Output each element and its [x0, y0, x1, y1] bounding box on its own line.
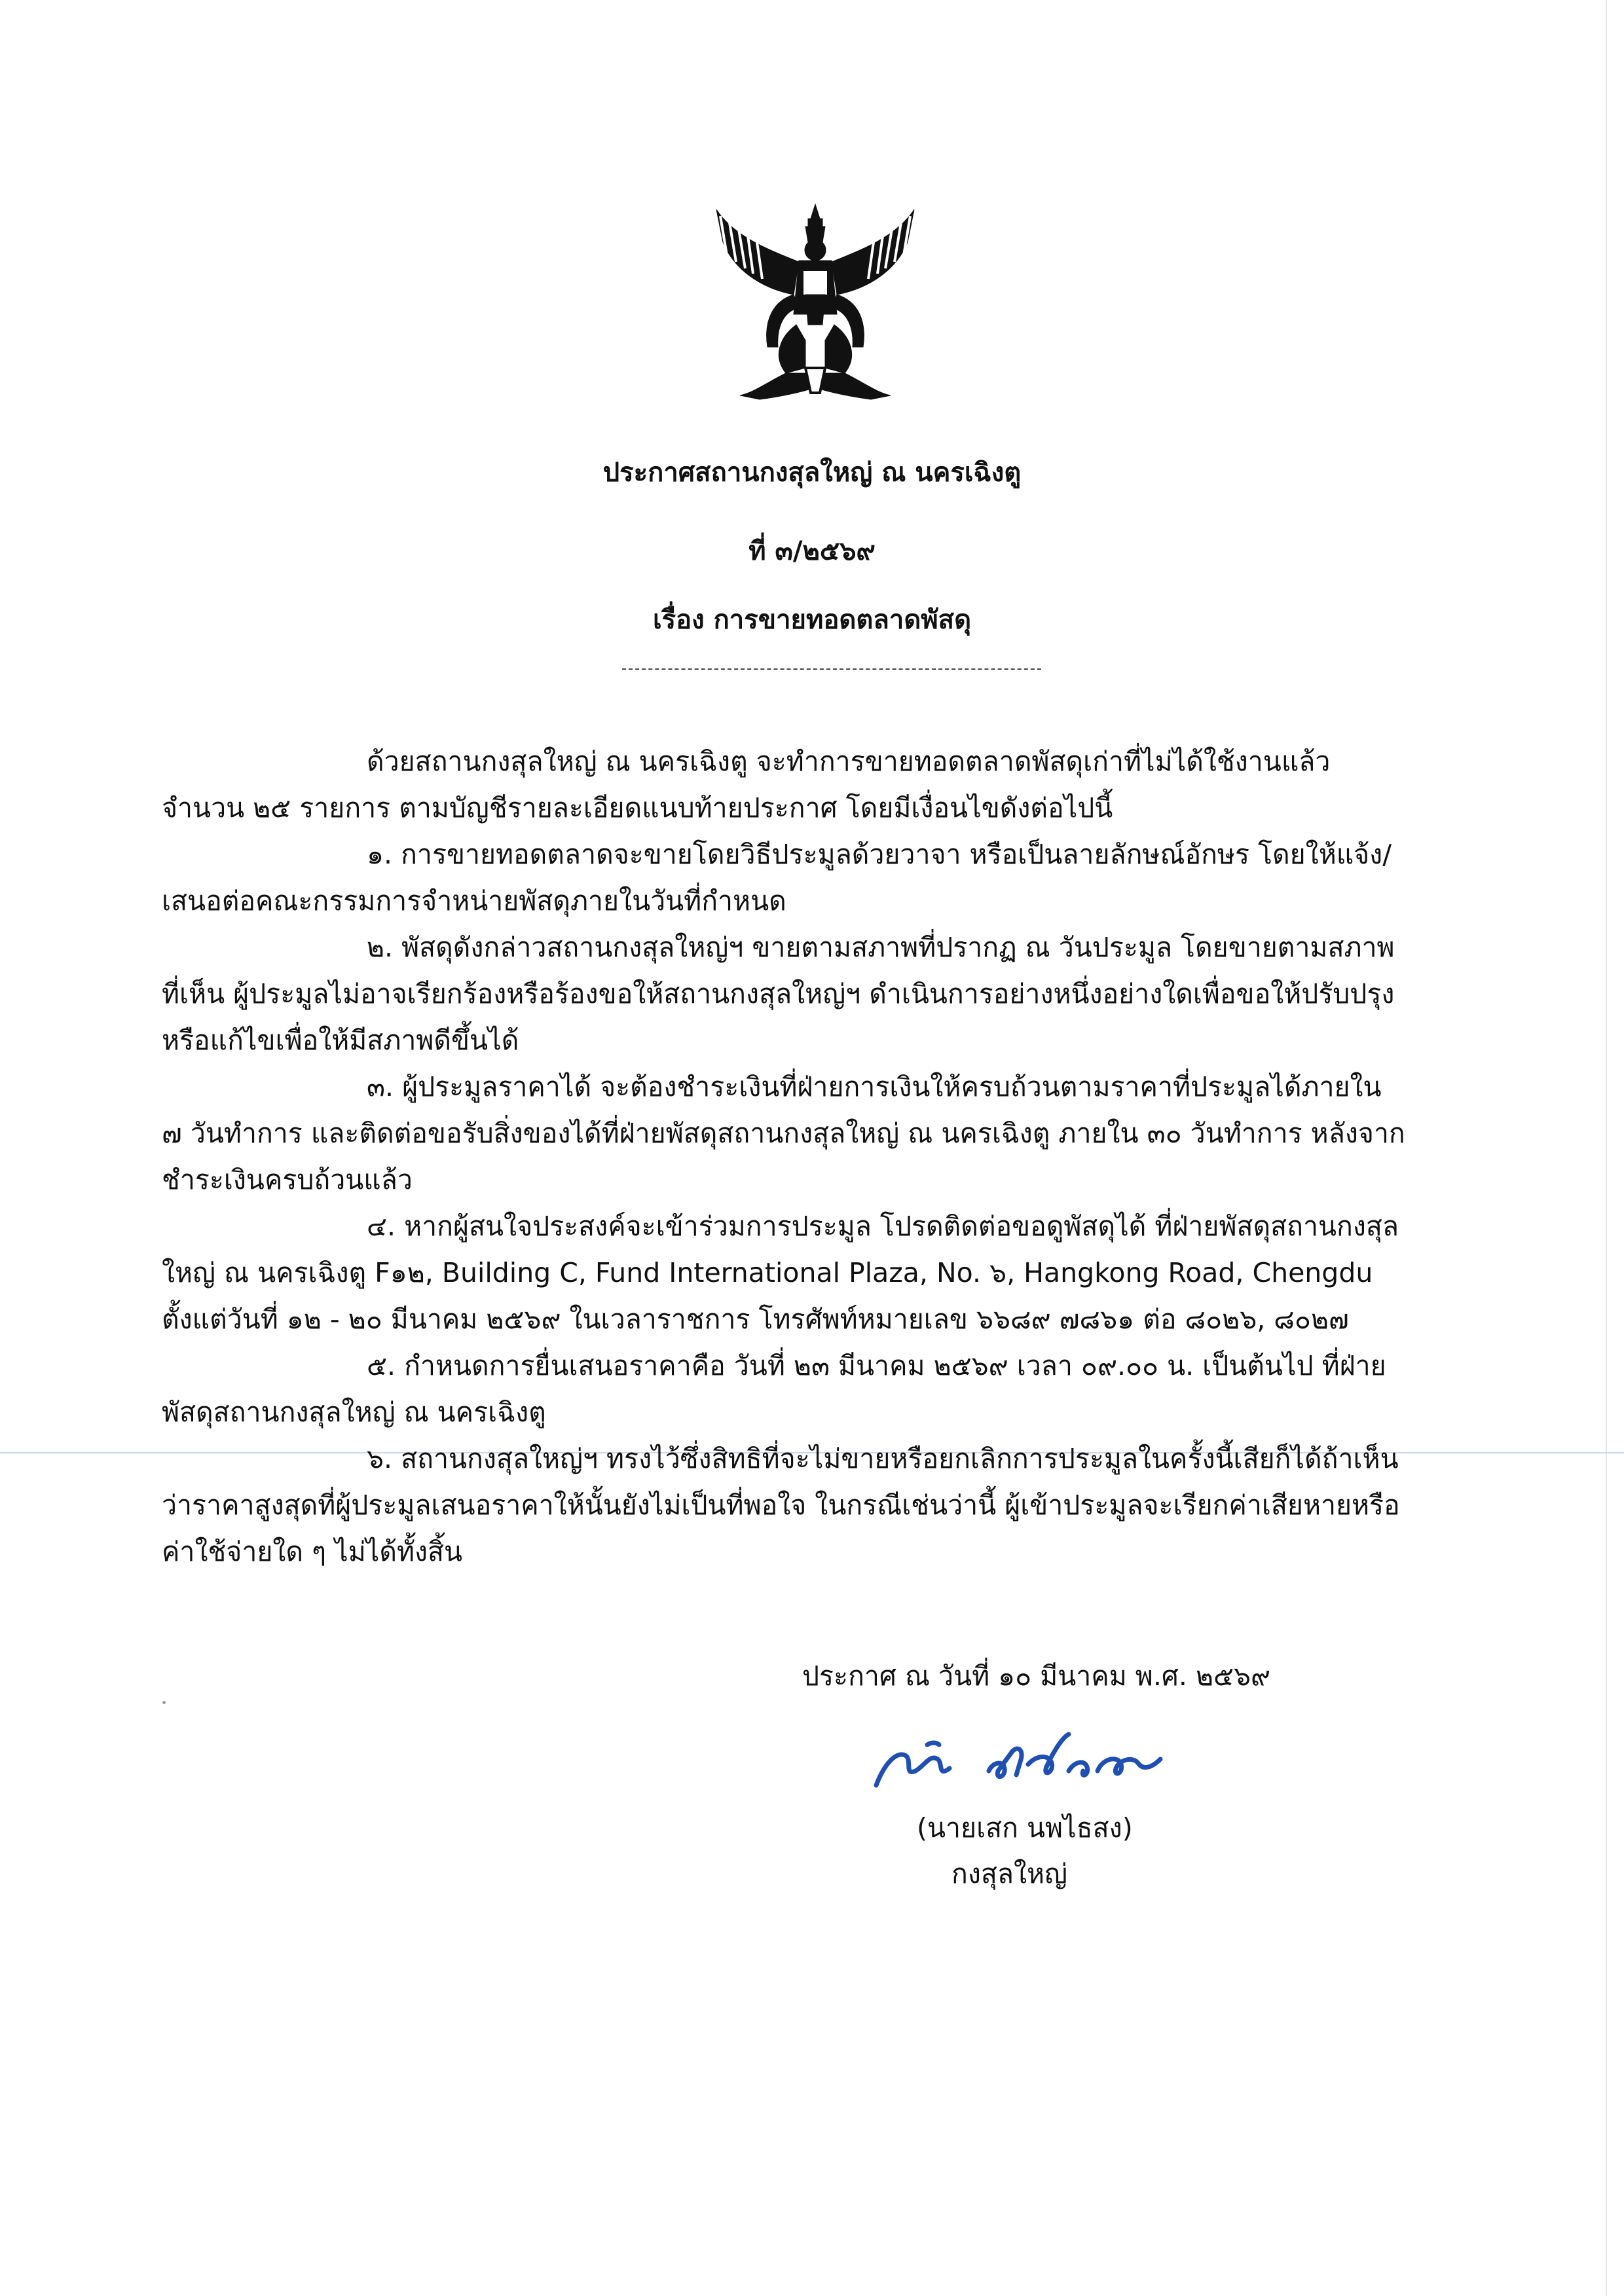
- intro-paragraph: ด้วยสถานกงสุลใหญ่ ณ นครเฉิงตู จะทำการขายทอดตลาดพัสดุเก่าที่ไม่ได้ใช้งานแล้ว จำนวน ๒๕ รายการ ตามบัญชีรายละเอียดแนบท้ายประกาศ โดยมีเงื่อนไขดังต่อไปนี้: [162, 746, 1331, 824]
- signatory-name: (นายเสก นพไธสง): [917, 1812, 1133, 1844]
- condition-1: ๑. การขายทอดตลาดจะขายโดยวิธีประมูลด้วยวาจา หรือเป็นลายลักษณ์อักษร โดยให้แจ้ง/เสนอต่อคณะกรรมการจำหน่ายพัสดุภายในวันที่กำหนด: [162, 839, 1392, 917]
- document-subject: เรื่อง การขายทอดตลาดพัสดุ: [652, 605, 972, 635]
- condition-2: ๒. พัสดุดังกล่าวสถานกงสุลใหญ่ฯ ขายตามสภาพที่ปรากฏ ณ วันประมูล โดยขายตามสภาพที่เห็น ผู้ประมูลไม่อาจเรียกร้องหรือร้องขอให้สถานกงสุลใหญ่ฯ ดำเนินการอย่างหนึ่งอย่างใดเพื่อขอให้ปรับปรุงหรือแก้ไขเพื่อให้มีสภาพดีขึ้นได้: [162, 932, 1395, 1056]
- announcement-date: ประกาศ ณ วันที่ ๑๐ มีนาคม พ.ศ. ๒๕๖๙: [802, 1660, 1271, 1692]
- stray-dot: [162, 1701, 166, 1704]
- condition-3: ๓. ผู้ประมูลราคาได้ จะต้องชำระเงินที่ฝ่ายการเงินให้ครบถ้วนตามราคาที่ประมูลได้ภายใน ๗ วันทำการ และติดต่อขอรับสิ่งของได้ที่ฝ่ายพัสดุสถานกงสุลใหญ่ ณ นครเฉิงตู ภายใน ๓๐ วันทำการ หลังจากชำระเงินครบถ้วนแล้ว: [162, 1071, 1405, 1195]
- signatory-position: กงสุลใหญ่: [951, 1858, 1067, 1889]
- document-number: ที่ ๓/๒๕๖๙: [748, 536, 876, 566]
- condition-5: ๕. กำหนดการยื่นเสนอราคาคือ วันที่ ๒๓ มีนาคม ๒๕๖๙ เวลา ๐๙.๐๐ น. เป็นต้นไป ที่ฝ่ายพัสดุสถานกงสุลใหญ่ ณ นครเฉิงตู: [162, 1350, 1386, 1428]
- document-title: ประกาศสถานกงสุลใหญ่ ณ นครเฉิงตู: [602, 458, 1022, 488]
- condition-6: ๖. สถานกงสุลใหญ่ฯ ทรงไว้ซึ่งสิทธิที่จะไม่ขายหรือยกเลิกการประมูลในครั้งนี้เสียก็ได้ถ้าเห็นว่าราคาสูงสุดที่ผู้ประมูลเสนอราคาให้นั้นยังไม่เป็นที่พอใจ ในกรณีเช่นว่านี้ ผู้เข้าประมูลจะเรียกค่าเสียหายหรือค่าใช้จ่ายใด ๆ ไม่ได้ทั้งสิ้น: [162, 1443, 1400, 1567]
- condition-4: ๔. หากผู้สนใจประสงค์จะเข้าร่วมการประมูล โปรดติดต่อขอดูพัสดุได้ ที่ฝ่ายพัสดุสถานกงสุลใหญ่ ณ นครเฉิงตู F๑๒, Building C, Fund International Plaza, No. ๖, Hangkong Road, Chengdu ตั้งแต่วันที่ ๑๒ - ๒๐ มีนาคม ๒๕๖๙ ในเวลาราชการ โทรศัพท์หมายเลข ๖๖๘๙ ๗๘๖๑ ต่อ ๘๐๒๖, ๘๐๒๗: [162, 1211, 1399, 1335]
- scan-edge: [1606, 0, 1607, 2296]
- heading-divider: [622, 668, 1041, 670]
- announcement-body: [162, 738, 1406, 1575]
- handwritten-signature: [864, 1725, 1205, 1797]
- garuda-emblem: [707, 196, 923, 412]
